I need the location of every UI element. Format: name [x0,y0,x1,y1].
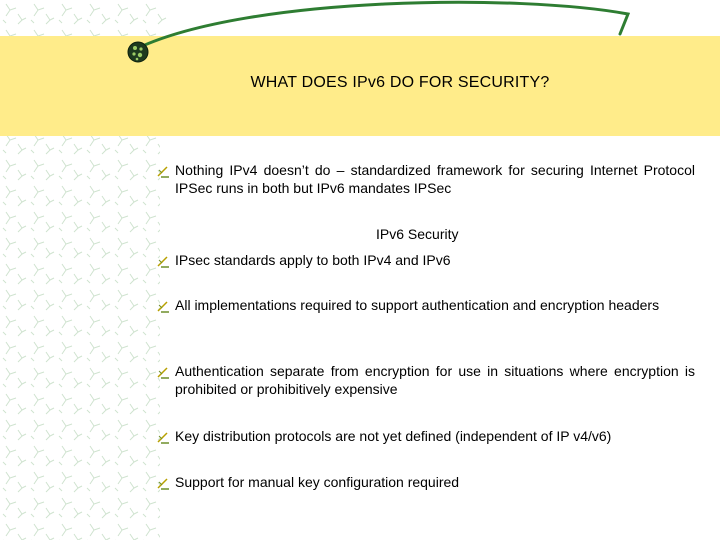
bullet-text: All implementations required to support authentication and encryption headers [175,297,660,313]
bullet-text: Authentication separate from encryption for use in situations where encryption is prohibited or prohibitively expensive [175,363,695,397]
bullet-icon [156,254,170,268]
bullet-icon [156,365,170,379]
bullet-icon [156,164,170,178]
list-item [175,251,695,269]
bullet-text: Key distribution protocols are not yet defined (independent of IP v4/v6) [175,428,612,444]
bullet-icon [156,476,170,490]
subheading: IPv6 Security [376,226,459,242]
arc-decoration [0,0,720,60]
list-item [175,296,695,314]
list-item [175,427,695,445]
bullet-text: Support for manual key configuration required [175,474,460,490]
list-item [175,362,695,398]
list-item [175,161,695,197]
bullet-icon [156,430,170,444]
bullet-text: IPsec standards apply to both IPv4 and IPv6 [175,252,451,268]
globe-icon [126,40,150,64]
slide-title: WHAT DOES IPv6 DO FOR SECURITY? [250,74,550,91]
bullet-text: Nothing IPv4 doesn’t do – standardized framework for securing Internet Protocol IPSec runs in both but IPv6 mandates IPSec [175,162,695,196]
bullet-icon [156,299,170,313]
list-item [175,473,695,491]
